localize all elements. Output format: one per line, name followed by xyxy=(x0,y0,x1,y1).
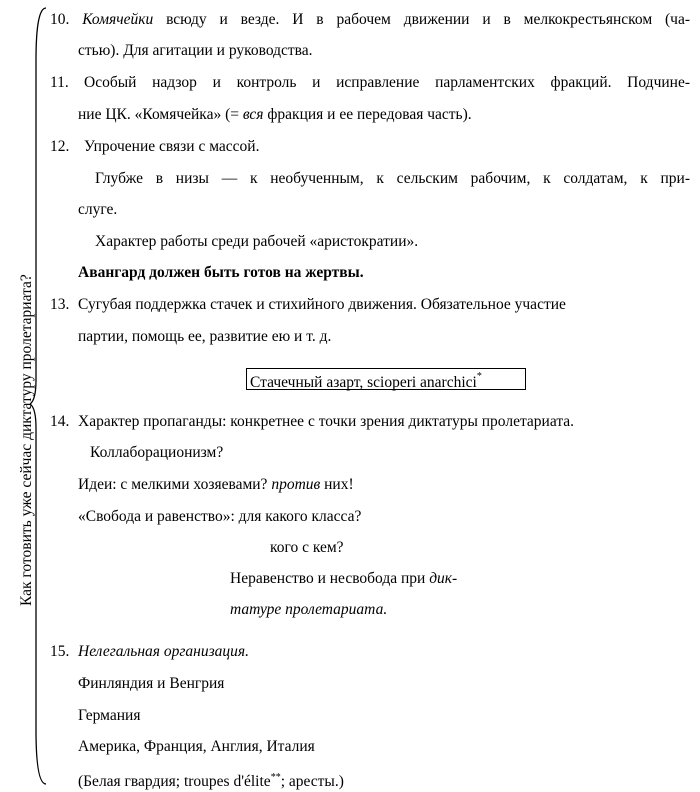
item-10-text: всюду и везде. И в рабочем движении и в мелкокрестьянском (ча- xyxy=(153,11,690,28)
item-15-line-3: Германия xyxy=(78,707,141,724)
item-15-text-b: ; аресты.) xyxy=(280,773,344,791)
footnote-mark-2: ** xyxy=(270,772,281,783)
item-12-line-1: Упрочение связи с массой. xyxy=(84,138,260,155)
item-11-line-1: Особый надзор и контроль и исправление парламентских фракций. Подчине- xyxy=(84,74,690,91)
item-11-text-b: фракция и ее передовая часть). xyxy=(263,106,472,123)
item-14-emphasis-2: дик- xyxy=(429,570,458,587)
item-14-text-b: них! xyxy=(320,476,354,493)
item-13-line-1: Сугубая поддержка стачек и стихийного движения. Обязательное участие xyxy=(78,296,566,313)
item-11-line-2 xyxy=(78,105,472,125)
boxed-note-text: Стачечный азарт, scioperi anarchici xyxy=(250,374,477,392)
item-14-line-7 xyxy=(230,600,387,620)
item-15-line-5 xyxy=(78,768,344,792)
item-11-number: 11. xyxy=(50,74,69,91)
item-13-line-2: партии, помощь ее, развитие ею и т. д. xyxy=(78,328,332,345)
item-12-line-4: Характер работы среди рабочей «аристократии». xyxy=(95,233,419,250)
item-11-emphasis: вся xyxy=(242,106,264,123)
item-12-number: 12. xyxy=(50,138,70,155)
item-14-emphasis: против xyxy=(271,476,321,493)
item-10-line-1 xyxy=(50,10,690,30)
item-10-number: 10. xyxy=(50,11,70,28)
item-10-emphasis: Комячейки xyxy=(82,11,154,28)
item-15-line-4: Америка, Франция, Англия, Италия xyxy=(78,738,315,755)
item-15-emphasis: Нелегальная организация. xyxy=(78,643,249,660)
item-14-number: 14. xyxy=(50,413,70,430)
item-14-text-c: Неравенство и несвобода при xyxy=(230,570,430,587)
item-11-text-a: ние ЦК. «Комячейка» (= xyxy=(78,106,243,123)
item-15-number: 15. xyxy=(50,643,70,660)
item-12-line-3: слуге. xyxy=(78,201,118,218)
item-13-number: 13. xyxy=(50,296,70,313)
item-14-line-3 xyxy=(78,475,354,495)
item-10-line-2: стью). Для агитации и руководства. xyxy=(78,42,313,59)
item-14-line-5: кого с кем? xyxy=(270,539,344,556)
item-14-line-4: «Свобода и равенство»: для какого класса? xyxy=(78,508,362,525)
item-15-text-a: (Белая гвардия; troupes d'élite xyxy=(78,773,271,791)
item-15-line-2: Финляндия и Венгрия xyxy=(78,675,225,692)
boxed-note xyxy=(246,368,526,390)
item-12-line-5: Авангард должен быть готов на жертвы. xyxy=(78,264,364,281)
side-label-text: Как готовить уже сейчас диктатуру пролетариата? xyxy=(18,274,35,606)
item-14-line-1: Характер пропаганды: конкретнее с точки зрения диктатуры пролетариата. xyxy=(78,413,575,430)
item-14-text-a: Идеи: с мелкими хозяевами? xyxy=(78,476,272,493)
item-12-line-2: Глубже в низы — к необученным, к сельским рабочим, к солдатам, к при- xyxy=(95,170,690,187)
item-14-emphasis-3: татуре пролетариата. xyxy=(230,601,388,618)
item-14-line-6 xyxy=(230,569,457,589)
item-15-line-1 xyxy=(78,642,249,662)
footnote-mark-1: * xyxy=(476,371,482,382)
item-14-line-2: Коллаборационизм? xyxy=(90,444,224,461)
